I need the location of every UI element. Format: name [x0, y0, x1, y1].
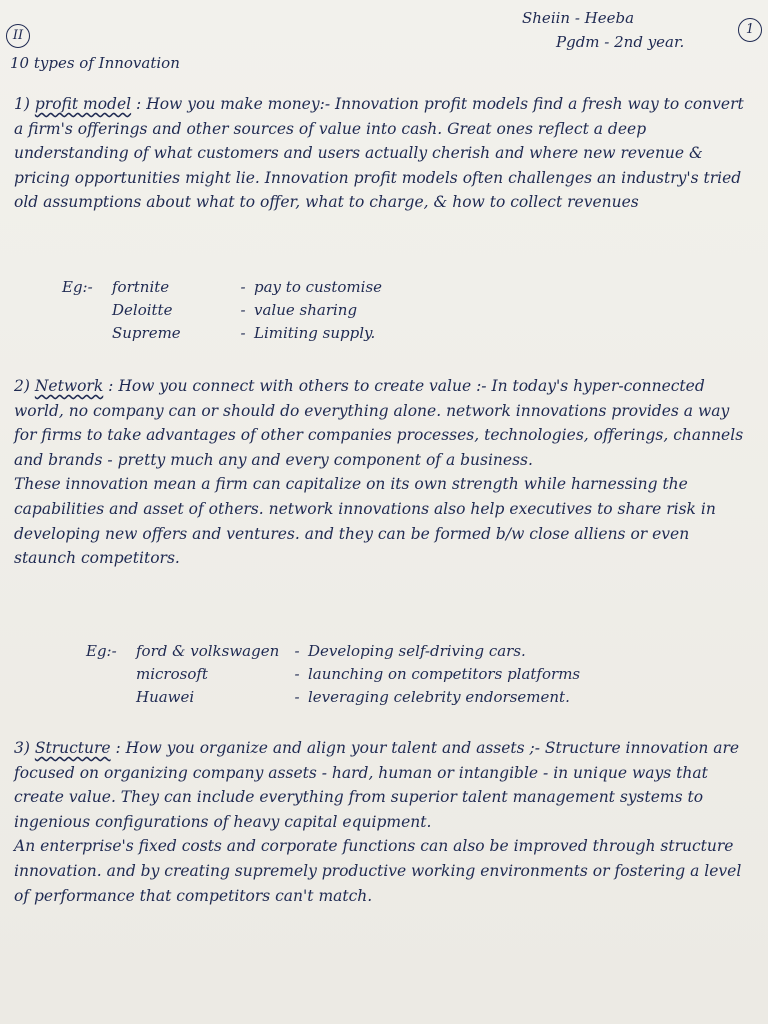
page-title: 10 types of Innovation [10, 54, 180, 72]
example-desc: Limiting supply. [254, 324, 376, 342]
program-label: Pgdm - 2nd year. [556, 33, 685, 51]
example-label: Eg:- [86, 642, 117, 660]
example-row: Deloitte - value sharing [62, 299, 382, 322]
section-body-continued: An enterprise's fixed costs and corporate functions can also be improved through structure innovation. and by creating supremely productive working environments or fostering a level of performance that competitors can't match. [14, 837, 742, 905]
example-row: Huawei - leveraging celebrity endorsement. [86, 686, 580, 709]
section-body: : How you make money:- Innovation profit models find a fresh way to convert a firm's offerings and other sources of value into cash. Great ones reflect a deep understanding of what customers and users actually cherish and where new revenue & pricing opportunities might lie. Innovation profit models often challenges an industry's tried old assumptions about what to offer, what to charge, & how to collect revenues [14, 95, 744, 212]
example-name: Supreme [112, 324, 181, 342]
section-heading: profit model [34, 95, 132, 113]
section-body-continued: These innovation mean a firm can capitalize on its own strength while harnessing the capabilities and asset of others. network innovations also help executives to share risk in developing new offers and ventures. and they can be formed b/w close alliens or even staunch competitors. [14, 475, 716, 568]
page-marker-left: II [6, 24, 30, 48]
section-heading: Structure [34, 739, 111, 757]
section-structure [14, 736, 744, 908]
example-name: microsoft [136, 665, 208, 683]
section-number: 2) [14, 377, 30, 395]
section-number: 1) [14, 95, 30, 113]
example-row: Eg:- ford & volkswagen - Developing self-driving cars. [86, 640, 580, 663]
example-name: Huawei [136, 688, 195, 706]
example-row: Eg:- fortnite - pay to customise [62, 276, 382, 299]
example-desc: value sharing [254, 301, 358, 319]
example-desc: pay to customise [254, 278, 383, 296]
example-desc: Developing self-driving cars. [308, 642, 526, 660]
section-profit-model [14, 92, 744, 215]
section-body: : How you connect with others to create value :- In today's hyper-connected world, no company can or should do everything alone. network innovations provides a way for firms to take advantages of other companies processes, technologies, offerings, channels and brands - pretty much any and every component of a business. [14, 377, 744, 469]
page-marker-right: 1 [738, 18, 762, 42]
example-desc: launching on competitors platforms [308, 665, 581, 683]
example-row: Supreme - Limiting supply. [62, 322, 382, 345]
section-number: 3) [14, 739, 30, 757]
example-label: Eg:- [62, 278, 93, 296]
examples-network [86, 640, 580, 709]
example-name: ford & volkswagen [136, 642, 280, 660]
section-network [14, 374, 744, 571]
example-desc: leveraging celebrity endorsement. [308, 688, 570, 706]
section-heading: Network [34, 377, 104, 395]
section-body: : How you organize and align your talent and assets ;- Structure innovation are focused on organizing company assets - hard, human or intangible - in unique ways that create value. They can include everything from superior talent management systems to ingenious configurations of heavy capital equipment. [14, 739, 740, 831]
example-row: microsoft - launching on competitors platforms [86, 663, 580, 686]
example-name: fortnite [112, 278, 170, 296]
author-name: Sheiin - Heeba [522, 9, 635, 27]
example-name: Deloitte [112, 301, 173, 319]
examples-profit-model [62, 276, 382, 345]
